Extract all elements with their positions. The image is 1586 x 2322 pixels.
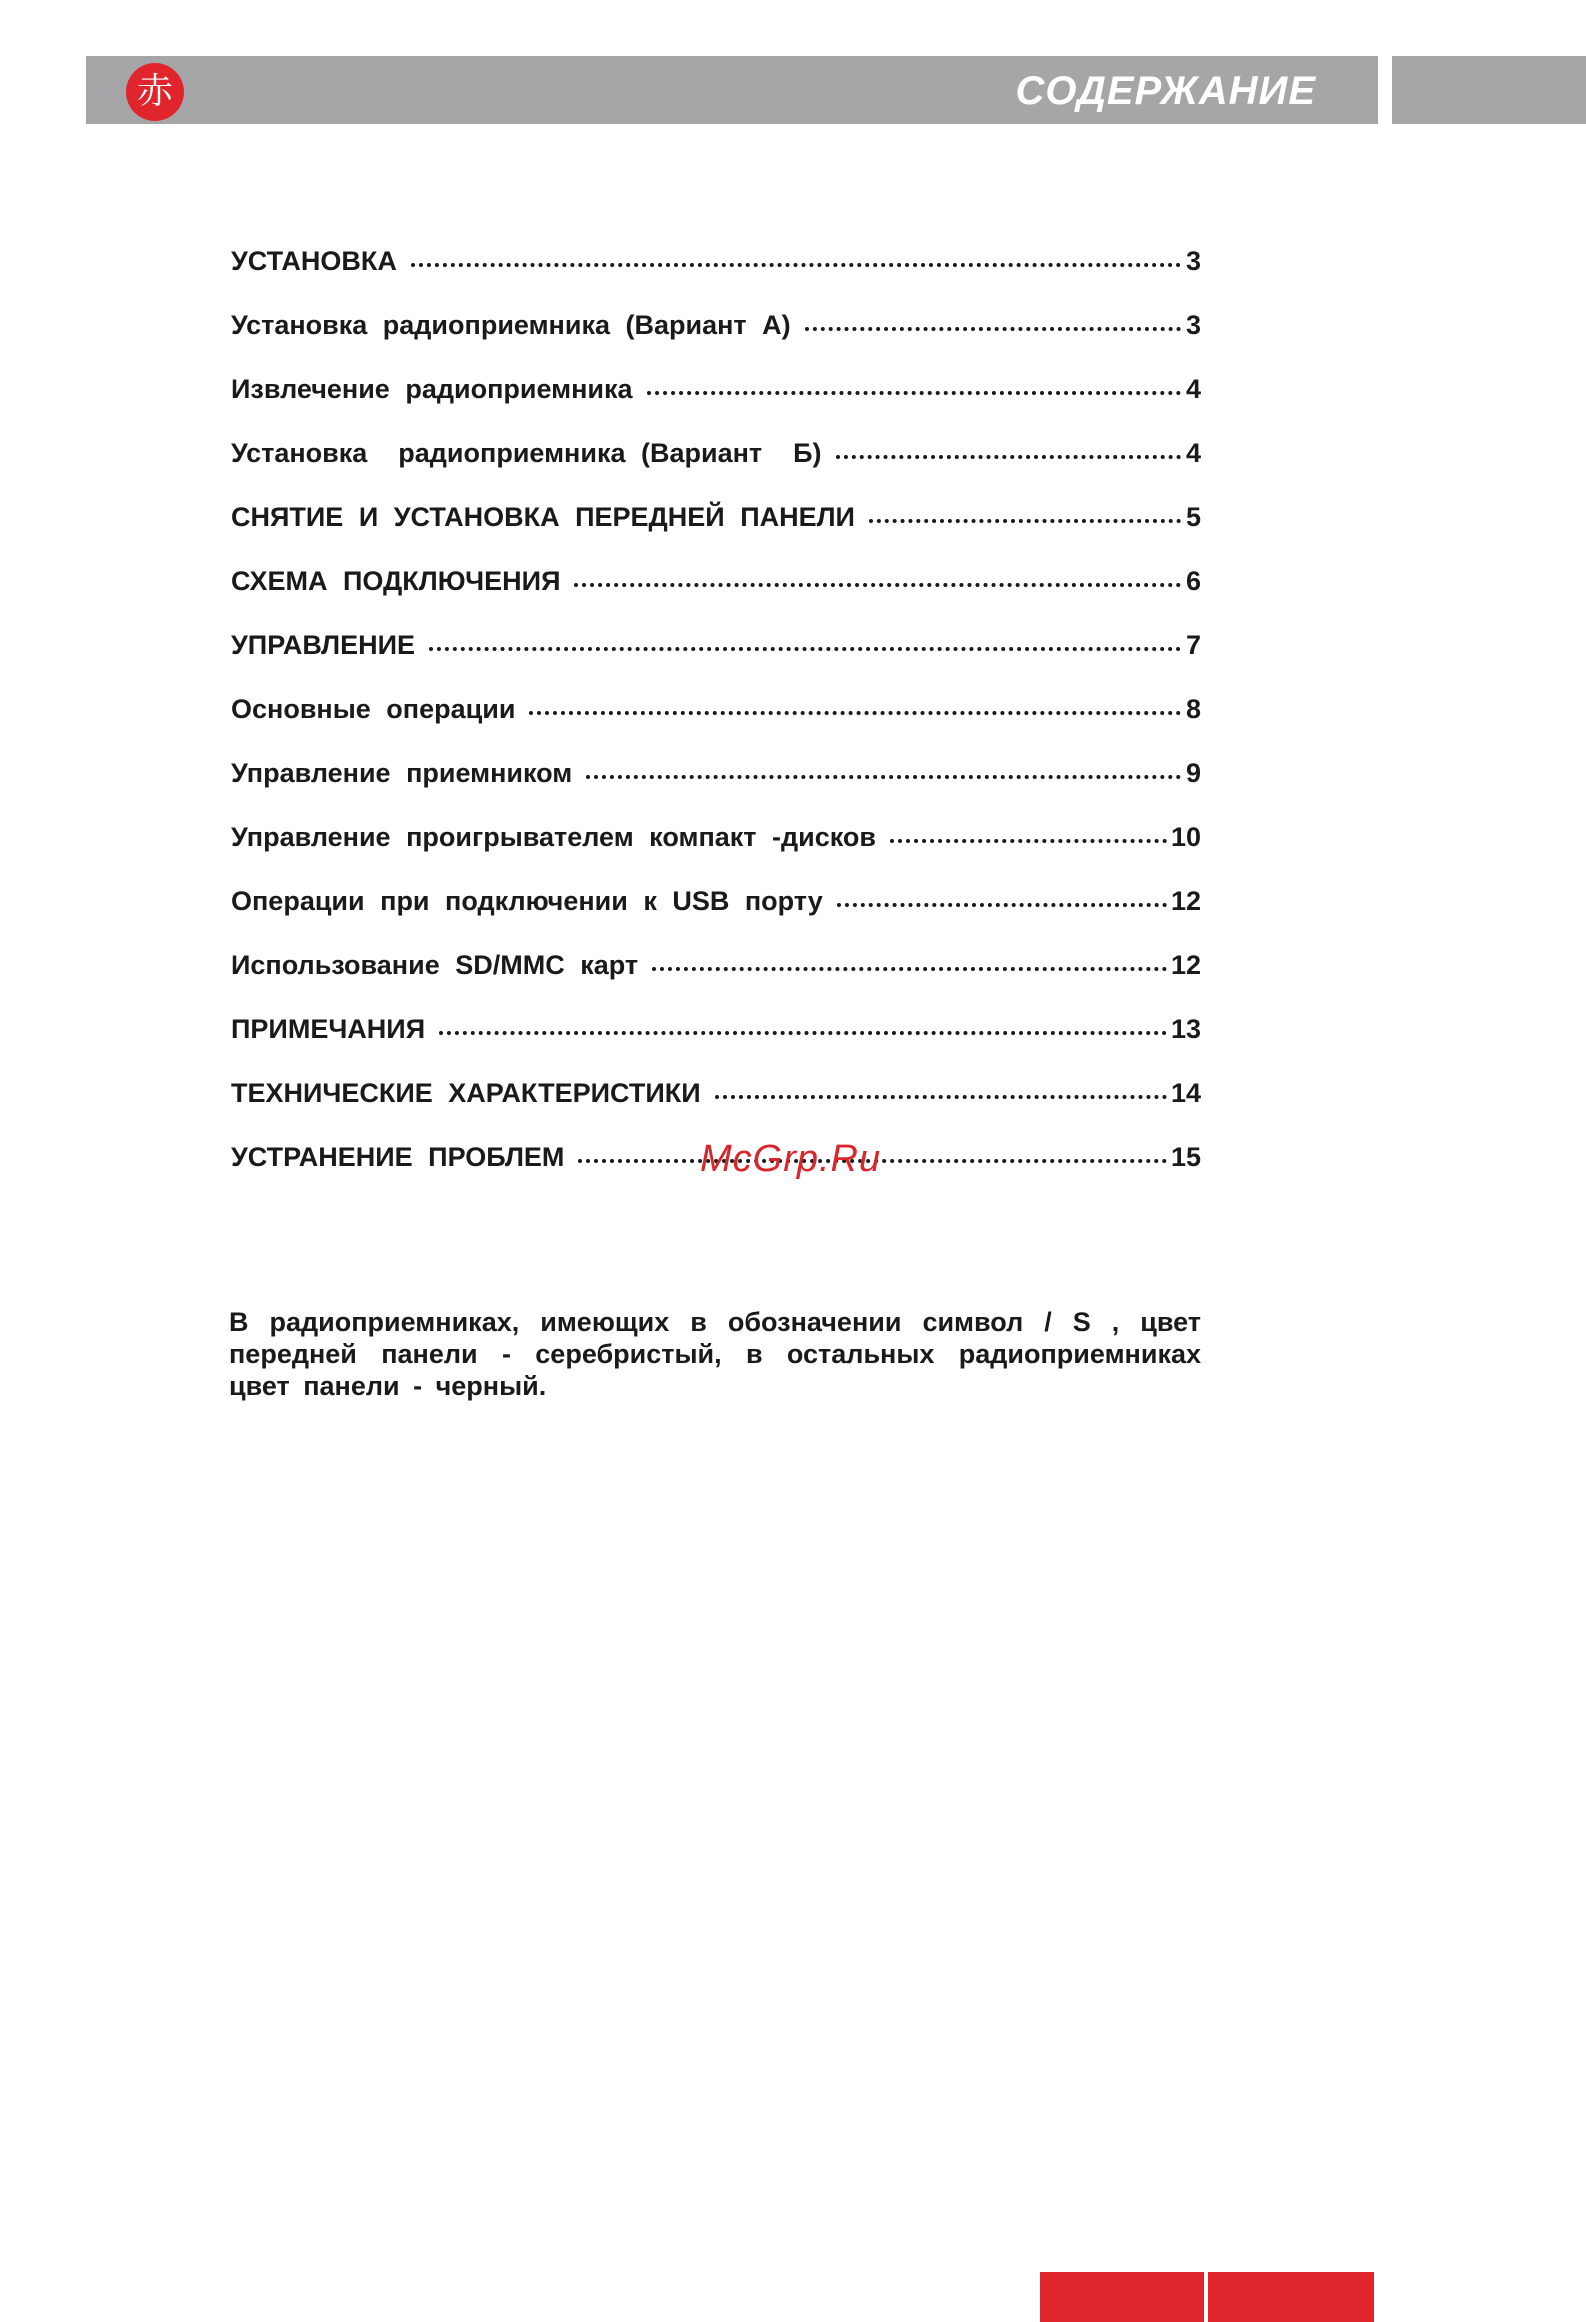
toc-entry-page: 14 (1170, 1078, 1201, 1108)
footer-accent-block (1208, 2272, 1374, 2322)
toc-entry[interactable] (231, 502, 1201, 566)
toc-entry-page: 12 (1170, 886, 1201, 916)
toc-entry-label: УСТРАНЕНИЕ ПРОБЛЕМ (231, 1142, 565, 1172)
toc-entry[interactable] (231, 886, 1201, 950)
toc-entry-page: 5 (1185, 502, 1201, 532)
dot-leader (715, 1095, 1167, 1099)
toc-entry[interactable] (231, 310, 1201, 374)
toc-entry-label: Основные операции (231, 694, 516, 724)
logo-glyph: 赤 (136, 71, 173, 112)
dot-leader (890, 839, 1167, 843)
toc-entry-page: 3 (1185, 310, 1201, 340)
toc-entry-page: 13 (1170, 1014, 1201, 1044)
toc-entry[interactable] (231, 1078, 1201, 1142)
toc-entry-label: Операции при подключении к USB порту (231, 886, 823, 916)
toc-entry-page: 8 (1185, 694, 1201, 724)
toc-entry-label: ПРИМЕЧАНИЯ (231, 1014, 426, 1044)
toc-entry-label: СХЕМА ПОДКЛЮЧЕНИЯ (231, 566, 561, 596)
toc-entry-label: СНЯТИЕ И УСТАНОВКА ПЕРЕДНЕЙ ПАНЕЛИ (231, 502, 855, 532)
dot-leader (869, 519, 1181, 523)
toc-entry[interactable] (231, 438, 1201, 502)
toc-entry-label: Управление приемником (231, 758, 573, 788)
toc-entry-label: Извлечение радиоприемника (231, 374, 633, 404)
toc-entry-label: ТЕХНИЧЕСКИЕ ХАРАКТЕРИСТИКИ (231, 1078, 701, 1108)
dot-leader (837, 903, 1167, 907)
dot-leader (429, 647, 1181, 651)
toc-entry[interactable] (231, 758, 1201, 822)
page-title: СОДЕРЖАНИЕ (1015, 69, 1316, 113)
toc-entry-page: 7 (1185, 630, 1201, 660)
toc-entry[interactable] (231, 374, 1201, 438)
toc-entry[interactable] (231, 822, 1201, 886)
toc-entry-page: 10 (1170, 822, 1201, 852)
toc-entry[interactable] (231, 1014, 1201, 1078)
dot-leader (836, 455, 1181, 459)
toc-entry-label: Установка радиоприемника (Вариант А) (231, 310, 791, 340)
panel-color-note: В радиоприемниках, имеющих в обозначении символ / S , цвет передней панели - серебристый, в остальных радиоприемниках цвет панели - черный. (229, 1307, 1201, 1401)
toc-entry-page: 15 (1170, 1142, 1201, 1172)
toc-entry-page: 9 (1185, 758, 1201, 788)
dot-leader (805, 327, 1181, 331)
header-side-tab (1392, 56, 1586, 124)
toc-entry-page: 4 (1185, 374, 1201, 404)
footer-accent-block (1040, 2272, 1204, 2322)
dot-leader (647, 391, 1181, 395)
brand-logo-icon (126, 63, 184, 121)
toc-entry-label: Использование SD/MMC карт (231, 950, 639, 980)
table-of-contents (231, 246, 1201, 1206)
dot-leader (411, 263, 1181, 267)
toc-entry-page: 6 (1185, 566, 1201, 596)
toc-entry-label: Управление проигрывателем компакт -дисков (231, 822, 876, 852)
toc-entry-label: УПРАВЛЕНИЕ (231, 630, 416, 660)
toc-entry-page: 12 (1170, 950, 1201, 980)
dot-leader (529, 711, 1181, 715)
dot-leader (586, 775, 1181, 779)
toc-entry-label: Установка радиоприемника (Вариант Б) (231, 438, 822, 468)
watermark: McGrp.Ru (700, 1138, 882, 1180)
dot-leader (439, 1031, 1167, 1035)
toc-entry[interactable] (231, 246, 1201, 310)
toc-entry[interactable] (231, 630, 1201, 694)
toc-entry[interactable] (231, 950, 1201, 1014)
toc-entry-page: 3 (1185, 246, 1201, 276)
toc-entry[interactable] (231, 694, 1201, 758)
toc-entry[interactable] (231, 566, 1201, 630)
toc-entry-label: УСТАНОВКА (231, 246, 397, 276)
dot-leader (574, 583, 1181, 587)
toc-entry-page: 4 (1185, 438, 1201, 468)
dot-leader (652, 967, 1167, 971)
